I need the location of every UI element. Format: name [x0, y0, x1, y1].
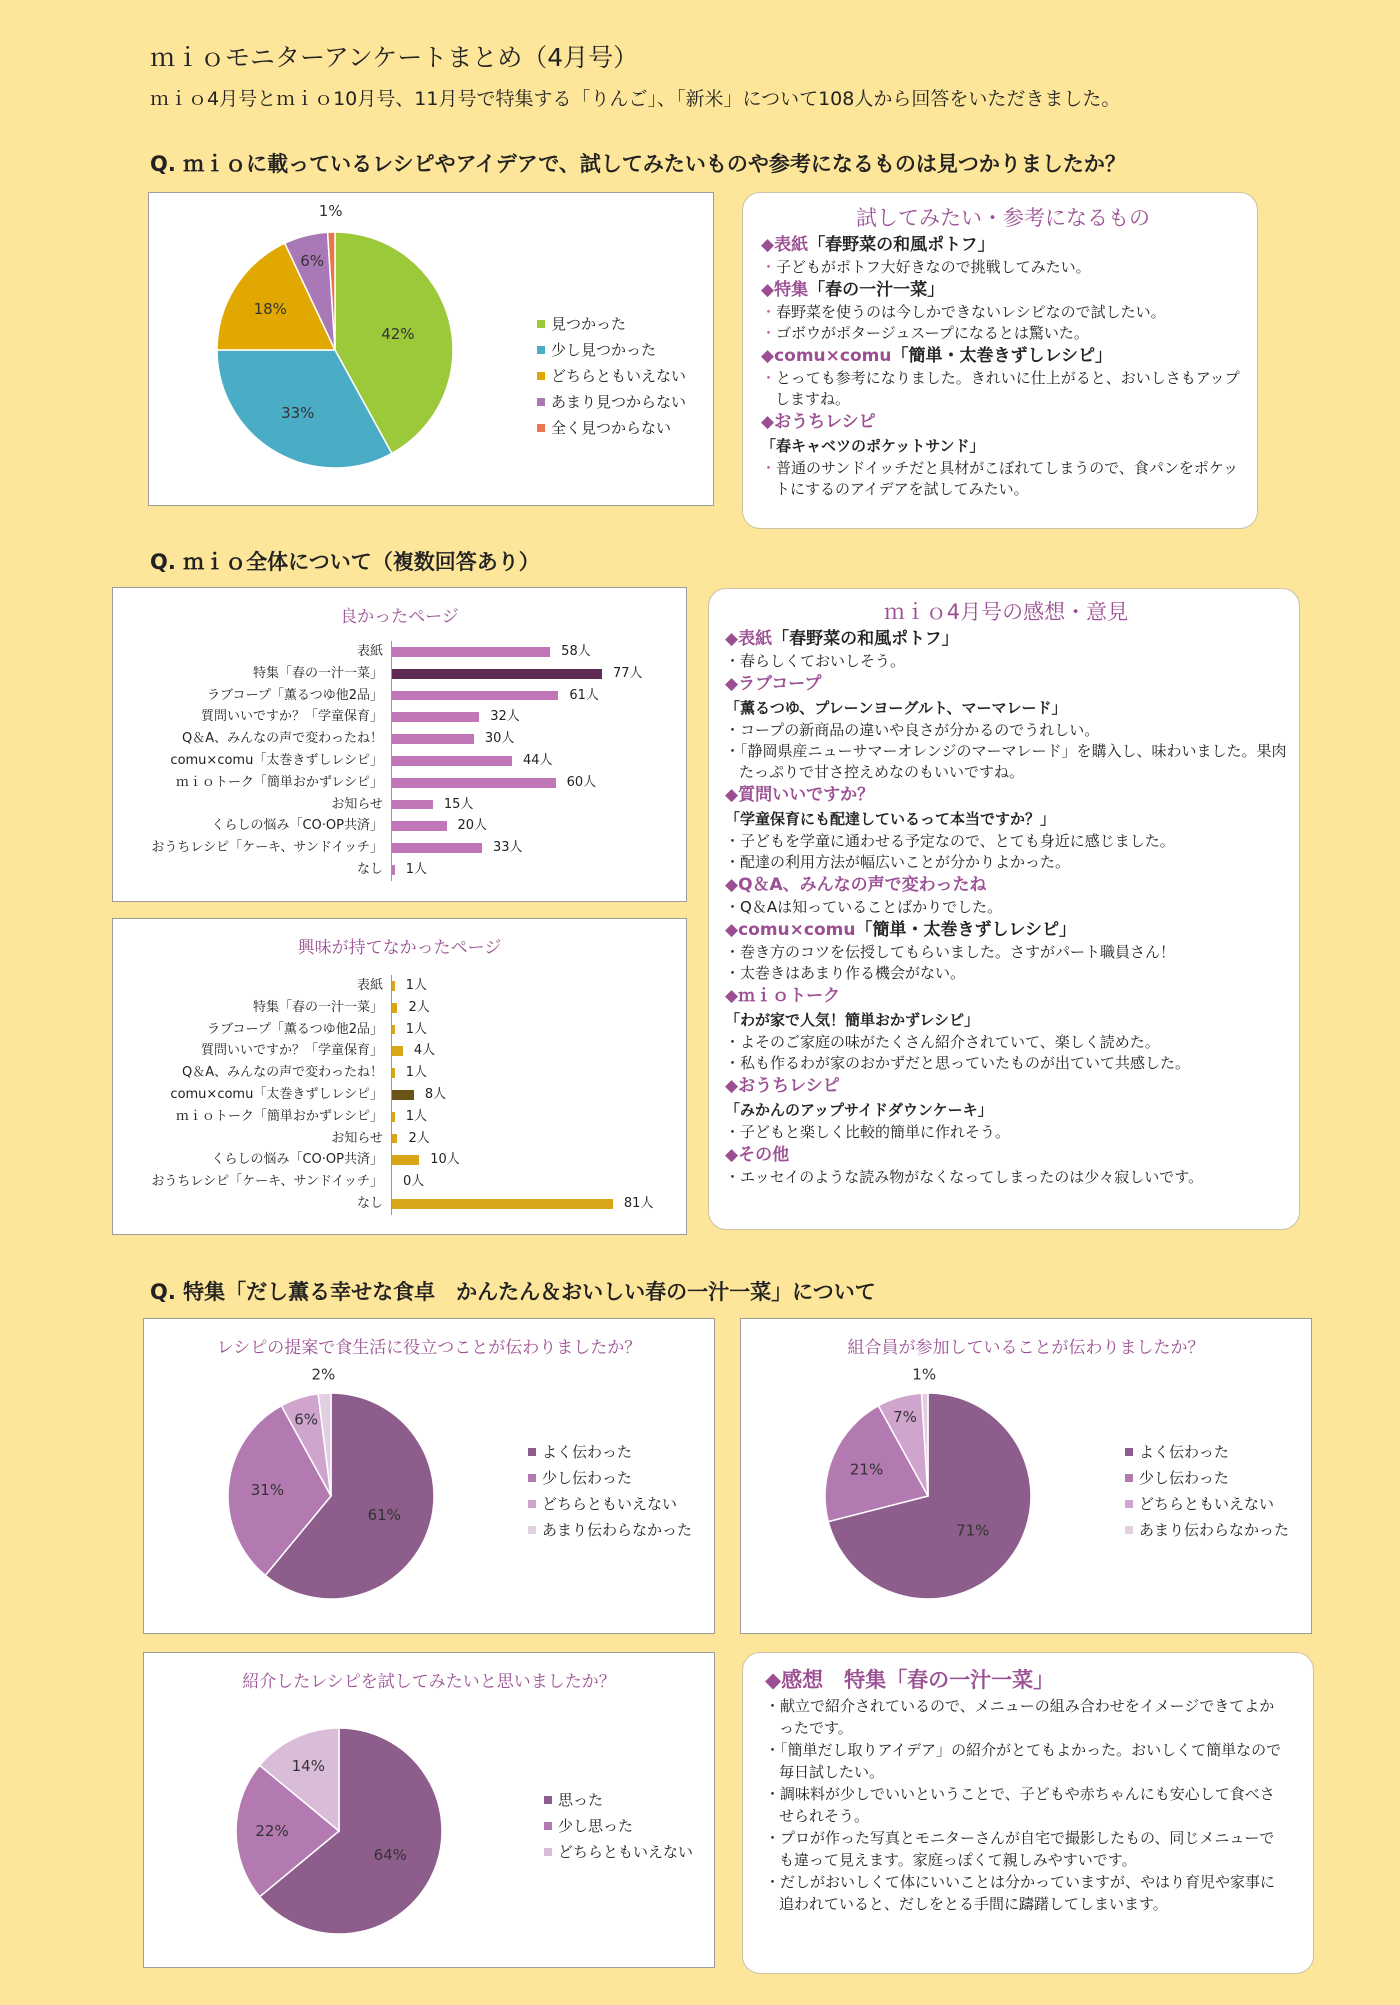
legend-label: どちらともいえない	[558, 1843, 694, 1861]
bar-7	[392, 800, 433, 810]
section-title: ◆表紙	[761, 235, 809, 255]
section-title: ◆ラブコープ	[725, 674, 822, 694]
section-subtitle: 「春の一汁一菜」	[808, 280, 945, 300]
section-heading	[725, 1143, 1287, 1167]
bar-0	[392, 647, 550, 657]
legend-item	[537, 389, 686, 415]
good-pages-title: 良かったページ	[340, 607, 459, 627]
section-title: ◆Q＆A、みんなの声で変わったね	[725, 875, 987, 895]
bar-4	[392, 734, 474, 744]
legend-item	[544, 1839, 693, 1865]
section-title: ◆質問いいですか？	[725, 785, 875, 805]
bar-value-label: 4人	[413, 1043, 436, 1059]
pie-label-1: 21%	[849, 1460, 884, 1479]
bar-category-label: Q＆A、みんなの声で変わったね！	[182, 731, 383, 747]
section-title: ◆特集	[761, 280, 809, 300]
section-heading	[761, 233, 1245, 257]
legend-swatch	[544, 1822, 552, 1830]
legend-item	[537, 363, 686, 389]
bar-value-label: 30人	[484, 731, 515, 747]
pie-label-1: 33%	[281, 403, 315, 422]
bar-6	[392, 1112, 395, 1122]
legend-swatch	[1125, 1448, 1133, 1456]
legend-item	[537, 311, 686, 337]
bar-value-label: 81人	[623, 1196, 654, 1211]
section-subtitle: 「学童保育にも配達しているって本当ですか？」	[725, 810, 1056, 828]
pie-label-0: 71%	[956, 1521, 990, 1540]
section-heading	[761, 410, 1245, 434]
comment-item: ・ 子どもがポトフ大好きなので挑戦してみたい。	[761, 257, 1245, 278]
bar-category-label: ｍｉｏトーク「簡単おかずレシピ」	[175, 774, 383, 790]
bar-category-label: くらしの悩み「CO·OP共済」	[211, 818, 383, 834]
pie-label-3: 6%	[300, 251, 325, 270]
legend-swatch	[1125, 1526, 1133, 1534]
q2-comments-box	[708, 588, 1300, 1230]
bar-value-label: 1人	[405, 1108, 427, 1124]
legend-swatch	[537, 320, 545, 328]
section-subtitle: 「わが家で人気！簡単おかずレシピ」	[725, 1011, 980, 1029]
legend-label: よく伝わった	[1139, 1443, 1229, 1461]
legend-item	[528, 1491, 692, 1517]
bad-pages-card	[112, 918, 687, 1235]
page-subtitle: ｍｉｏ4月号とｍｉｏ10月号、11月号で特集する「りんご」、「新米」について108人から回答をいただきました。	[150, 88, 1121, 110]
bar-category-label: なし	[356, 1196, 383, 1211]
legend-label: 見つかった	[551, 315, 627, 333]
section-heading	[761, 344, 1245, 368]
section-heading	[725, 783, 1287, 807]
legend-item	[528, 1465, 692, 1491]
section-title: ◆おうちレシピ	[725, 1076, 840, 1096]
bar-value-label: 61人	[569, 687, 599, 703]
q3-chart-1-title: レシピの提案で食生活に役立つことが伝わりましたか？	[216, 1338, 642, 1358]
q1-comments	[761, 203, 1245, 500]
section-subtitle: 「春野菜の和風ポトフ」	[808, 235, 995, 255]
comment-item: ・ 調味料が少しでいいということで、子どもや赤ちゃんにも安心して食べさせられそう。	[765, 1783, 1287, 1827]
legend-item	[537, 415, 686, 441]
bar-category-label: くらしの悩み「CO·OP共済」	[211, 1152, 383, 1168]
q1-comments-box	[742, 192, 1258, 529]
comment-item: ・ とっても参考になりました。きれいに仕上がると、おいしさもアップしますね。	[761, 368, 1245, 410]
legend-label: あまり伝わらなかった	[1139, 1521, 1290, 1539]
question-2: Q. ｍｉｏ全体について（複数回答あり）	[150, 550, 540, 574]
good-pages-card	[112, 587, 687, 902]
comment-item: ・ 「静岡県産ニューサマーオレンジのマーマレード」を購入し、味わいました。果肉たっぷりで甘さ控えめなのもいいですね。	[725, 741, 1287, 783]
bar-value-label: 2人	[408, 999, 430, 1015]
pie-label-0: 42%	[381, 324, 415, 343]
bar-value-label: 2人	[408, 1130, 430, 1146]
q3-chart-2-card	[740, 1318, 1312, 1634]
section-subtitle: 「春野菜の和風ポトフ」	[772, 629, 959, 649]
legend-label: あまり伝わらなかった	[542, 1521, 693, 1539]
page-title: ｍｉｏモニターアンケートまとめ（4月号）	[150, 43, 639, 72]
bar-value-label: 60人	[566, 774, 597, 790]
bar-category-label: 質問いいですか？「学童保育」	[200, 709, 383, 725]
comment-item: ・ 子どもと楽しく比較的簡単に作れそう。	[725, 1122, 1287, 1143]
bar-category-label: Q＆A、みんなの声で変わったね！	[182, 1065, 383, 1081]
bar-category-label: 質問いいですか？「学童保育」	[200, 1043, 383, 1059]
bar-category-label: comu×comu「太巻きずしレシピ」	[170, 1087, 383, 1102]
comment-item: ・ だしがおいしくて体にいいことは分かっていますが、やはり育児や家事に追われていると、だしをとる手間に躊躇してしまいます。	[765, 1871, 1287, 1915]
bar-category-label: お知らせ	[331, 1130, 383, 1146]
bar-10	[392, 1199, 613, 1209]
box2-title: ｍｉｏ4月号の感想・意見	[883, 600, 1129, 624]
legend-item	[1125, 1439, 1289, 1465]
pie-label-2: 7%	[893, 1407, 917, 1426]
legend-swatch	[544, 1848, 552, 1856]
bar-category-label: おうちレシピ「ケーキ、サンドイッチ」	[151, 840, 383, 856]
bar-value-label: 20人	[457, 818, 488, 834]
legend-label: よく伝わった	[542, 1443, 632, 1461]
comment-item: ・ 普通のサンドイッチだと具材がこぼれてしまうので、食パンをポケットにするのアイデアを試してみたい。	[761, 458, 1245, 500]
section-title: ◆その他	[725, 1145, 790, 1165]
bar-value-label: 0人	[403, 1174, 425, 1190]
section-title: ◆comu×comu	[725, 920, 856, 940]
pie-label-2: 6%	[294, 1410, 319, 1429]
comment-item: ・ 春らしくておいしそう。	[725, 651, 1287, 672]
legend-label: 少し伝わった	[1139, 1469, 1229, 1487]
pie-label-3: 1%	[912, 1365, 937, 1384]
q1-chart-card	[148, 192, 714, 506]
legend-swatch	[1125, 1500, 1133, 1508]
bar-7	[392, 1134, 397, 1144]
bar-category-label: なし	[356, 862, 383, 877]
box3-title: ◆感想 特集「春の一汁一菜」	[765, 1668, 1055, 1692]
pie-label-3: 2%	[311, 1365, 336, 1384]
section-title: ◆comu×comu	[761, 346, 892, 366]
section-title: ◆おうちレシピ	[761, 412, 876, 432]
bar-category-label: 特集「春の一汁一菜」	[252, 999, 383, 1015]
bar-value-label: 33人	[493, 840, 523, 856]
comment-item: ・ ゴボウがポタージュスープになるとは驚いた。	[761, 323, 1245, 344]
comment-item: ・ Q＆Aは知っていることばかりでした。	[725, 897, 1287, 918]
section-heading	[725, 672, 1287, 696]
legend-label: 全く見つからない	[551, 419, 672, 437]
bar-category-label: 表紙	[356, 978, 383, 993]
comment-item: ・ 配達の利用方法が幅広いことが分かりよかった。	[725, 852, 1287, 873]
legend-label: 思った	[558, 1791, 604, 1809]
comment-item: ・ よそのご家庭の味がたくさん紹介されていて、楽しく読めた。	[725, 1032, 1287, 1053]
bad-pages-title: 興味が持てなかったページ	[297, 938, 502, 958]
bar-1	[392, 669, 602, 679]
comment-item: ・ 子どもを学童に通わせる予定なので、とても身近に感じました。	[725, 831, 1287, 852]
bar-category-label: ラブコープ「薫るつゆ他2品」	[207, 687, 383, 703]
q3-comments-box	[742, 1652, 1314, 1974]
section-subtitle: 「簡単・太巻きずしレシピ」	[891, 346, 1113, 366]
box1-title: 試してみたい・参考になるもの	[856, 206, 1150, 230]
bar-value-label: 44人	[523, 753, 553, 768]
question-3: Q. 特集「だし薫る幸せな食卓 かんたん＆おいしい春の一汁一菜」について	[150, 1280, 876, 1304]
bar-value-label: 1人	[405, 978, 427, 993]
bar-8	[392, 821, 447, 831]
q3-comments	[765, 1665, 1287, 1915]
legend-item	[537, 337, 686, 363]
q1-legend	[537, 311, 686, 441]
bar-5	[392, 756, 512, 766]
section-subtitle: 「春キャベツのポケットサンド」	[761, 437, 985, 455]
legend-label: どちらともいえない	[1139, 1495, 1275, 1513]
bar-value-label: 8人	[424, 1087, 447, 1102]
q3-chart-3-card	[143, 1652, 715, 1968]
legend-swatch	[528, 1448, 536, 1456]
comment-item: ・ 私も作るわが家のおかずだと思っていたものが出ていて共感した。	[725, 1053, 1287, 1074]
q3-chart-2-title: 組合員が参加していることが伝わりましたか？	[847, 1338, 1205, 1358]
comment-item: ・ プロが作った写真とモニターさんが自宅で撮影したもの、同じメニューでも違って見えます。家庭っぽくて親しみやすいです。	[765, 1827, 1287, 1871]
good-pages-chart	[113, 641, 686, 891]
q3-chart-1-card	[143, 1318, 715, 1634]
q3-legend-2	[1125, 1439, 1289, 1543]
bar-value-label: 10人	[430, 1152, 460, 1168]
legend-label: どちらともいえない	[551, 367, 687, 385]
bar-2	[392, 1025, 395, 1035]
comment-item: ・ 巻き方のコツを伝授してもらいました。さすがパート職員さん！	[725, 942, 1287, 963]
bar-category-label: お知らせ	[331, 796, 383, 812]
section-heading	[725, 984, 1287, 1008]
comment-item: ・ 「簡単だし取りアイデア」の紹介がとてもよかった。おいしくて簡単なので毎日試したい。	[765, 1739, 1287, 1783]
comment-item: ・ エッセイのような読み物がなくなってしまったのは少々寂しいです。	[725, 1167, 1287, 1188]
bar-category-label: おうちレシピ「ケーキ、サンドイッチ」	[151, 1174, 383, 1190]
bar-1	[392, 1003, 397, 1013]
pie-label-1: 31%	[250, 1480, 285, 1499]
q3-legend-3	[544, 1787, 693, 1865]
bar-value-label: 58人	[561, 644, 591, 659]
bar-value-label: 1人	[405, 1065, 427, 1081]
comment-item: ・ コープの新商品の違いや良さが分かるのでうれしい。	[725, 720, 1287, 741]
question-1: Q. ｍｉｏに載っているレシピやアイデアで、試してみたいものや参考になるものは見つかりましたか？	[150, 152, 1126, 176]
pie-label-2: 14%	[291, 1756, 325, 1775]
bar-value-label: 32人	[490, 709, 520, 725]
pie-label-4: 1%	[318, 201, 343, 220]
comment-item: ・ 献立で紹介されているので、メニューの組み合わせをイメージできてよかったです。	[765, 1695, 1287, 1739]
legend-label: 少し見つかった	[551, 341, 657, 359]
legend-swatch	[537, 346, 545, 354]
bar-category-label: 特集「春の一汁一菜」	[252, 665, 383, 681]
legend-swatch	[544, 1796, 552, 1804]
bad-pages-chart	[113, 975, 686, 1225]
legend-item	[528, 1439, 692, 1465]
bar-category-label: ラブコープ「薫るつゆ他2品」	[207, 1021, 383, 1037]
pie-label-0: 61%	[367, 1506, 401, 1525]
section-heading	[725, 873, 1287, 897]
bar-10	[392, 865, 395, 875]
q2-comments	[725, 597, 1287, 1188]
legend-swatch	[537, 398, 545, 406]
bar-category-label: 表紙	[356, 644, 383, 659]
legend-swatch	[537, 424, 545, 432]
legend-item	[544, 1813, 693, 1839]
bar-5	[392, 1090, 414, 1100]
bar-value-label: 77人	[613, 665, 643, 681]
legend-item	[1125, 1491, 1289, 1517]
comment-item: ・ 太巻きはあまり作る機会がない。	[725, 963, 1287, 984]
bar-4	[392, 1068, 395, 1078]
bar-6	[392, 778, 556, 788]
legend-label: 少し伝わった	[542, 1469, 632, 1487]
section-heading	[725, 1074, 1287, 1098]
legend-swatch	[528, 1526, 536, 1534]
pie-label-0: 64%	[373, 1846, 407, 1865]
legend-swatch	[528, 1500, 536, 1508]
bar-2	[392, 691, 558, 701]
section-subtitle: 「薫るつゆ、プレーンヨーグルト、マーマレード」	[725, 699, 1067, 717]
bar-value-label: 1人	[405, 1021, 427, 1037]
legend-swatch	[528, 1474, 536, 1482]
bar-9	[392, 843, 482, 853]
bar-3	[392, 712, 479, 722]
bar-8	[392, 1155, 419, 1165]
bar-value-label: 15人	[443, 796, 474, 812]
section-title: ◆ｍｉｏトーク	[725, 986, 841, 1006]
legend-label: あまり見つからない	[551, 393, 687, 411]
legend-item	[1125, 1517, 1289, 1543]
bar-0	[392, 981, 395, 991]
legend-item	[528, 1517, 692, 1543]
bar-category-label: comu×comu「太巻きずしレシピ」	[170, 753, 383, 768]
q3-legend-1	[528, 1439, 692, 1543]
section-subtitle: 「簡単・太巻きずしレシピ」	[855, 920, 1077, 940]
bar-category-label: ｍｉｏトーク「簡単おかずレシピ」	[175, 1108, 383, 1124]
legend-label: どちらともいえない	[542, 1495, 678, 1513]
section-heading	[761, 278, 1245, 302]
legend-swatch	[1125, 1474, 1133, 1482]
section-subtitle: 「みかんのアップサイドダウンケーキ」	[725, 1101, 993, 1119]
legend-item	[544, 1787, 693, 1813]
section-heading	[725, 918, 1287, 942]
legend-item	[1125, 1465, 1289, 1491]
pie-label-2: 18%	[253, 299, 287, 318]
bar-3	[392, 1046, 403, 1056]
legend-swatch	[537, 372, 545, 380]
legend-label: 少し思った	[558, 1817, 634, 1835]
pie-label-1: 22%	[255, 1822, 289, 1840]
bar-value-label: 1人	[405, 862, 427, 877]
q3-chart-3-title: 紹介したレシピを試してみたいと思いましたか？	[242, 1672, 616, 1692]
section-title: ◆表紙	[725, 629, 773, 649]
section-heading	[725, 627, 1287, 651]
comment-item: ・ 春野菜を使うのは今しかできないレシピなので試したい。	[761, 302, 1245, 323]
